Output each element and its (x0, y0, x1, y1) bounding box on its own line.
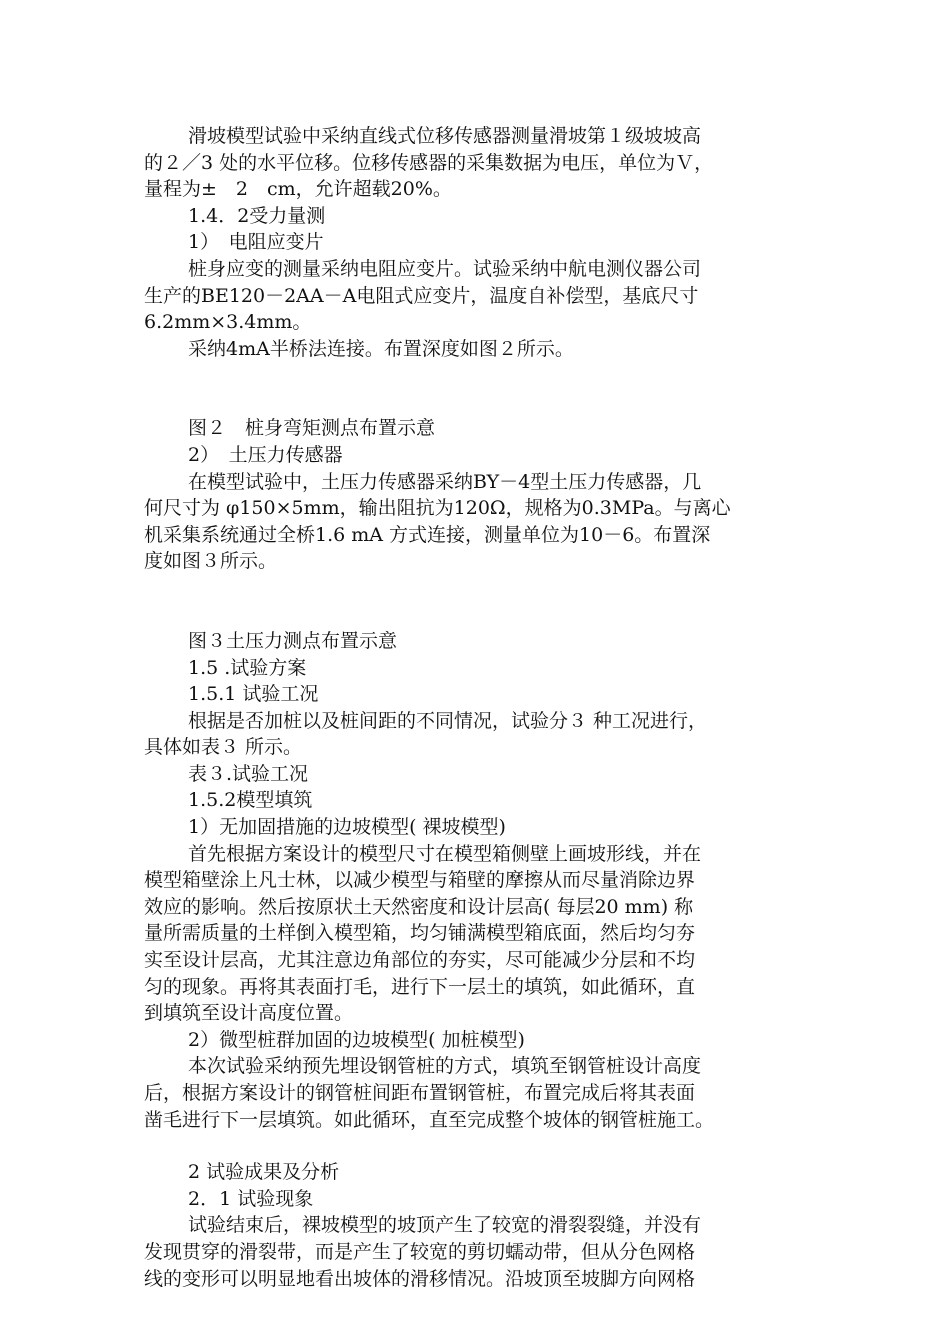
caption-text: 表３.试验工况 (188, 762, 309, 785)
heading-text: 2） 土压力传感器 (188, 443, 343, 466)
heading-text: 1.5 .试验方案 (188, 656, 307, 679)
text-line: 桩身应变的测量采纳电阻应变片。试验采纳中航电测仪器公司 (188, 257, 702, 280)
text-line: 实至设计层高，尤其注意边角部位的夯实，尽可能减少分层和不均 (144, 949, 696, 972)
subsection-heading (144, 814, 804, 841)
heading-text: 2．1 试验现象 (188, 1187, 314, 1210)
heading-text: 1） 电阻应变片 (188, 231, 324, 254)
paragraph (144, 1053, 804, 1133)
text-line: 模型箱壁涂上凡士林，以减少模型与箱壁的摩擦从而尽量消除边界 (144, 869, 696, 892)
text-line: 何尺寸为 φ150×5mm，输出阻抗为120Ω，规格为0.3MPa。与离心 (144, 497, 731, 520)
text-line: 根据是否加桩以及桩间距的不同情况，试验分３ 种工况进行， (188, 709, 708, 732)
section-spacer (144, 1133, 804, 1159)
text-line: 后，根据方案设计的钢管桩间距布置钢管桩，布置完成后将其表面 (144, 1082, 696, 1104)
text-line: 滑坡模型试验中采纳直线式位移传感器测量滑坡第１级坡坡高 (188, 125, 702, 147)
text-line: 发现贯穿的滑裂带，而是产生了较宽的剪切蠕动带，但从分色网格 (144, 1240, 696, 1263)
section-heading (144, 655, 804, 682)
heading-text: 1.4．2受力量测 (188, 204, 326, 227)
section-heading (144, 203, 804, 230)
figure-placeholder (144, 362, 804, 415)
paragraph (144, 1212, 804, 1292)
subsection-heading (144, 681, 804, 708)
section-heading (144, 1159, 804, 1186)
heading-text: 1.5.2模型填筑 (188, 789, 313, 812)
text-line: 的２／3 处的水平位移。位移传感器的采集数据为电压，单位为Ｖ， (144, 151, 714, 174)
heading-text: 2 试验成果及分析 (188, 1161, 340, 1184)
text-line: 首先根据方案设计的模型尺寸在模型箱侧壁上画坡形线，并在 (188, 842, 702, 865)
heading-text: 1.5.1 试验工况 (188, 683, 319, 706)
paragraph (144, 708, 804, 761)
text-line: 本次试验采纳预先埋设钢管桩的方式，填筑至钢管桩设计高度 (188, 1055, 702, 1078)
text-line: 凿毛进行下一层填筑。如此循环，直至完成整个坡体的钢管桩施工。 (144, 1108, 715, 1131)
table-caption (144, 761, 804, 788)
text-line: 度如图３所示。 (144, 550, 278, 573)
subsection-heading (144, 442, 804, 469)
text-line: 采纳4mA半桥法连接。布置深度如图２所示。 (188, 337, 574, 360)
text-line: 量所需质量的土样倒入模型箱，均匀铺满模型箱底面，然后均匀夯 (144, 922, 696, 945)
subsection-heading (144, 229, 804, 256)
paragraph (144, 123, 804, 203)
text-line: 机采集系统通过全桥1.6 mA 方式连接，测量单位为10－6。布置深 (144, 523, 711, 546)
text-line: 匀的现象。再将其表面打毛，进行下一层土的填筑，如此循环，直 (144, 975, 696, 998)
figure-placeholder (144, 575, 804, 628)
figure-caption (144, 415, 804, 442)
text-line: 到填筑至设计高度位置。 (144, 1002, 354, 1025)
heading-text: 1）无加固措施的边坡模型( 裸坡模型) (188, 816, 506, 839)
paragraph (144, 841, 804, 1027)
document-body (144, 123, 804, 1292)
text-line: 生产的BE120－2AA－A电阻式应变片，温度自补偿型，基底尺寸 (144, 284, 699, 307)
heading-text: 2）微型桩群加固的边坡模型( 加桩模型) (188, 1028, 525, 1051)
text-line: 效应的影响。然后按原状土天然密度和设计层高( 每层20 mm) 称 (144, 895, 694, 918)
text-line: 试验结束后，裸坡模型的坡顶产生了较宽的滑裂裂缝，并没有 (188, 1214, 702, 1237)
text-line: 6.2mm×3.4mm。 (144, 311, 312, 334)
subsection-heading (144, 1186, 804, 1213)
paragraph (144, 256, 804, 336)
subsection-heading (144, 1027, 804, 1054)
paragraph (144, 469, 804, 575)
text-line: 在模型试验中，土压力传感器采纳BY－4型土压力传感器，几 (188, 470, 702, 493)
caption-text: 图２ 桩身弯矩测点布置示意 (188, 417, 436, 440)
text-line: 具体如表３ 所示。 (144, 736, 303, 759)
figure-caption (144, 628, 804, 655)
paragraph (144, 336, 804, 363)
caption-text: 图３土压力测点布置示意 (188, 629, 398, 652)
text-line: 线的变形可以明显地看出坡体的滑移情况。沿坡顶至坡脚方向网格 (144, 1267, 696, 1290)
text-line: 量程为± 2 cm，允许超载20%。 (144, 178, 452, 201)
subsection-heading (144, 787, 804, 814)
